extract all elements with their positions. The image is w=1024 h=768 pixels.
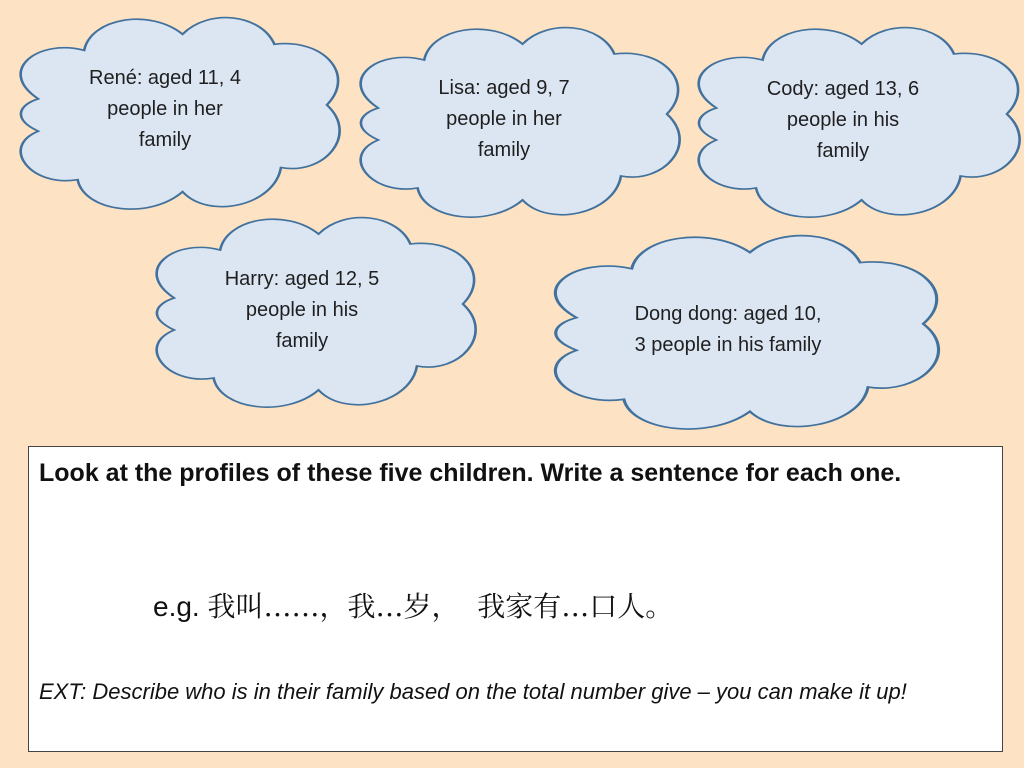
profile-dongdong: Dong dong: aged 10, 3 people in his family <box>634 303 822 356</box>
profile-rene: René: aged 11, 4 people in her family <box>89 67 241 151</box>
example-prefix: e.g. <box>153 591 208 622</box>
example-chinese: 我叫……，我…岁， 我家有…口人。 <box>207 590 674 623</box>
profile-lisa: Lisa: aged 9, 7 people in her family <box>438 77 570 161</box>
profile-harry: Harry: aged 12, 5 people in his family <box>224 268 380 352</box>
extension-task: EXT: Describe who is in their family based on the total number give – you can make it up! <box>39 679 907 704</box>
example-sentence <box>153 585 673 625</box>
task-box <box>28 446 1003 752</box>
instruction-text: Look at the profiles of these five children. Write a sentence for each one. <box>39 459 902 487</box>
profile-cody: Cody: aged 13, 6 people in his family <box>766 78 920 162</box>
